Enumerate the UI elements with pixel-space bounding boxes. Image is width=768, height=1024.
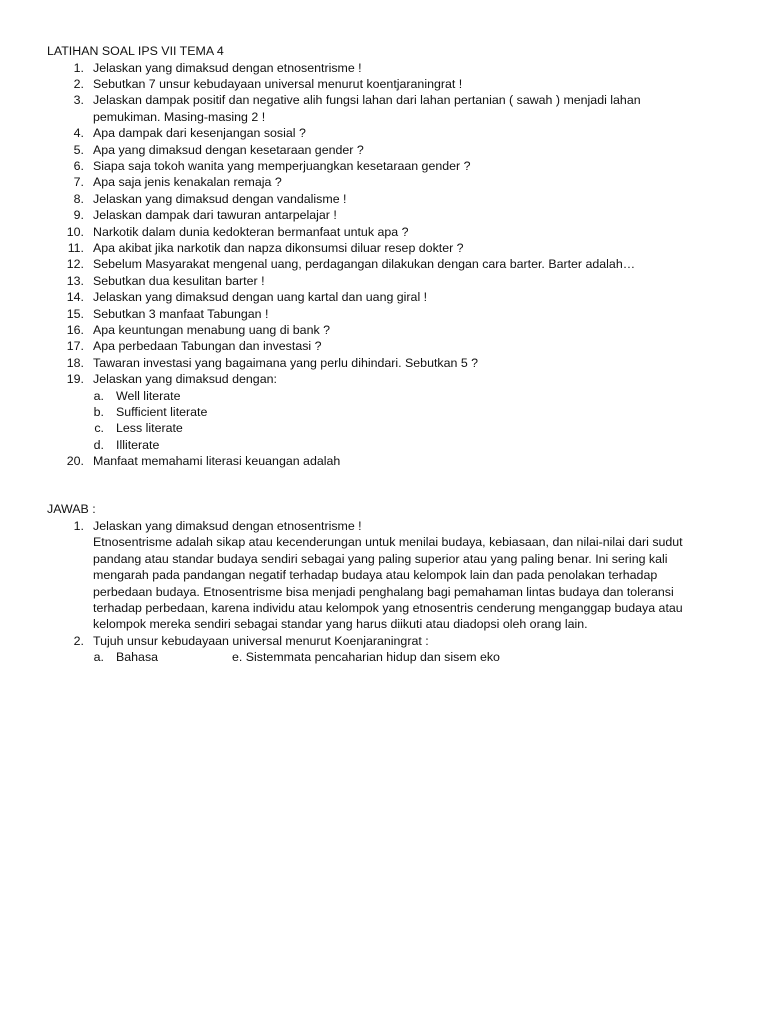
question-text: Apa yang dimaksud dengan kesetaraan gender ? (93, 142, 364, 157)
question-item (0, 60, 673, 76)
question-number: 7. (73, 175, 84, 190)
answers-heading: JAWAB : (47, 502, 96, 516)
question-number: 3. (73, 93, 84, 108)
question-number: 4. (73, 126, 84, 141)
sub-item-letter: b. (93, 405, 104, 420)
question-item (0, 76, 673, 92)
sub-item-text: Bahasa (116, 650, 159, 665)
question-number: 12. (66, 257, 84, 272)
question-item (0, 256, 673, 272)
sub-item-letter: a. (93, 388, 104, 403)
question-item (0, 240, 673, 256)
question-list (0, 60, 768, 470)
question-number: 19. (66, 372, 84, 387)
question-text: Siapa saja tokoh wanita yang memperjuangkan kesetaraan gender ? (93, 158, 471, 173)
question-number: 17. (66, 339, 84, 354)
question-text: Jelaskan yang dimaksud dengan uang kartal dan uang giral ! (93, 290, 428, 305)
question-item (0, 453, 673, 469)
sub-item-text: Sufficient literate (116, 405, 208, 420)
question-number: 6. (73, 158, 84, 173)
question-number: 18. (66, 355, 84, 370)
question-item (0, 174, 673, 190)
question-item (0, 355, 673, 371)
sub-item (0, 404, 768, 420)
question-number: 14. (66, 290, 84, 305)
sub-item-text: Well literate (116, 388, 181, 403)
question-number: 20. (66, 454, 84, 469)
question-text: Sebutkan 7 unsur kebudayaan universal menurut koentjaraningrat ! (93, 76, 463, 91)
question-text: Jelaskan yang dimaksud dengan: (93, 372, 277, 387)
question-text: Sebutkan 3 manfaat Tabungan ! (93, 306, 269, 321)
question-text: Jelaskan dampak dari tawuran antarpelajar ! (93, 208, 337, 223)
question-item (0, 289, 673, 305)
question-number: 9. (73, 208, 84, 223)
question-item (0, 273, 673, 289)
question-text: Apa saja jenis kenakalan remaja ? (93, 175, 282, 190)
question-text: Narkotik dalam dunia kedokteran bermanfaat untuk apa ? (93, 224, 409, 239)
sub-item-letter: a. (93, 650, 104, 665)
sub-item-letter: d. (93, 437, 104, 452)
question-text: Jelaskan dampak positif dan negative alih fungsi lahan dari lahan pertanian ( sawah ) menjadi lahan pemukiman. Masing-masing 2 ! (93, 93, 641, 124)
sub-item (0, 437, 768, 453)
sub-item (0, 388, 768, 404)
answer-item (0, 633, 673, 649)
question-item (0, 322, 673, 338)
question-number: 11. (67, 240, 84, 255)
sub-item-text: Less literate (116, 421, 183, 436)
answer-paragraph: Etnosentrisme adalah sikap atau kecenderungan untuk menilai budaya, kebiasaan, dan nilai-nilai dari sudut pandang atau standar budaya sendiri sebagai yang paling superior atau yang paling benar. Ini sering kali mengarah pada pandangan negatif terhadap budaya atau kelompok lain dan pada penolakan terhadap perbedaan budaya. Etnosentrisme bisa menjadi penghalang bagi pemahaman lintas budaya dan toleransi terhadap perbedaan, karena individu atau kelompok yang etnosentris cenderung menganggap budaya atau kelompok mereka sendiri sebagai standar yang harus diikuti atau diadopsi oleh orang lain. (93, 535, 683, 632)
answer-question: Tujuh unsur kebudayaan universal menurut Koenjaraningrat : (93, 633, 429, 648)
answer-number: 1. (73, 519, 84, 533)
question-number: 8. (73, 191, 84, 206)
question-item (0, 371, 673, 387)
question-number: 1. (73, 60, 84, 75)
answer-number: 2. (73, 633, 84, 648)
answer-question: Jelaskan yang dimaksud dengan etnosentrisme ! (93, 519, 362, 533)
question-text: Jelaskan yang dimaksud dengan vandalisme ! (93, 191, 347, 206)
question-number: 15. (66, 306, 84, 321)
answer-item (0, 518, 673, 534)
question-number: 2. (73, 76, 84, 91)
question-number: 5. (73, 142, 84, 157)
sub-item-letter: c. (94, 421, 104, 436)
question-text: Apa dampak dari kesenjangan sosial ? (93, 126, 306, 141)
question-item (0, 191, 673, 207)
question-text: Apa perbedaan Tabungan dan investasi ? (93, 339, 322, 354)
question-number: 10. (66, 224, 84, 239)
answer-sub-item (0, 649, 768, 665)
sub-item-text-right: e. Sistemmata pencaharian hidup dan sisem eko (232, 650, 500, 665)
question-item (0, 338, 673, 354)
question-item (0, 142, 673, 158)
document-title: LATIHAN SOAL IPS VII TEMA 4 (47, 44, 224, 58)
question-text: Jelaskan yang dimaksud dengan etnosentrisme ! (93, 60, 362, 75)
question-item (0, 224, 673, 240)
question-text: Apa keuntungan menabung uang di bank ? (93, 323, 330, 337)
sub-item (0, 420, 768, 436)
question-text: Manfaat memahami literasi keuangan adalah (93, 454, 341, 469)
question-text: Apa akibat jika narkotik dan napza dikonsumsi diluar resep dokter ? (93, 240, 464, 255)
question-item (0, 306, 673, 322)
question-number: 13. (66, 273, 84, 288)
question-text: Sebutkan dua kesulitan barter ! (93, 273, 265, 288)
answer-list (0, 518, 768, 666)
question-item (0, 92, 673, 125)
question-text: Sebelum Masyarakat mengenal uang, perdagangan dilakukan dengan cara barter. Barter adalah… (93, 257, 636, 272)
question-number: 16. (66, 323, 84, 337)
question-item (0, 207, 673, 223)
question-text: Tawaran investasi yang bagaimana yang perlu dihindari. Sebutkan 5 ? (93, 355, 479, 370)
question-item (0, 158, 673, 174)
question-item (0, 125, 673, 141)
sub-item-text: Illiterate (116, 437, 160, 452)
